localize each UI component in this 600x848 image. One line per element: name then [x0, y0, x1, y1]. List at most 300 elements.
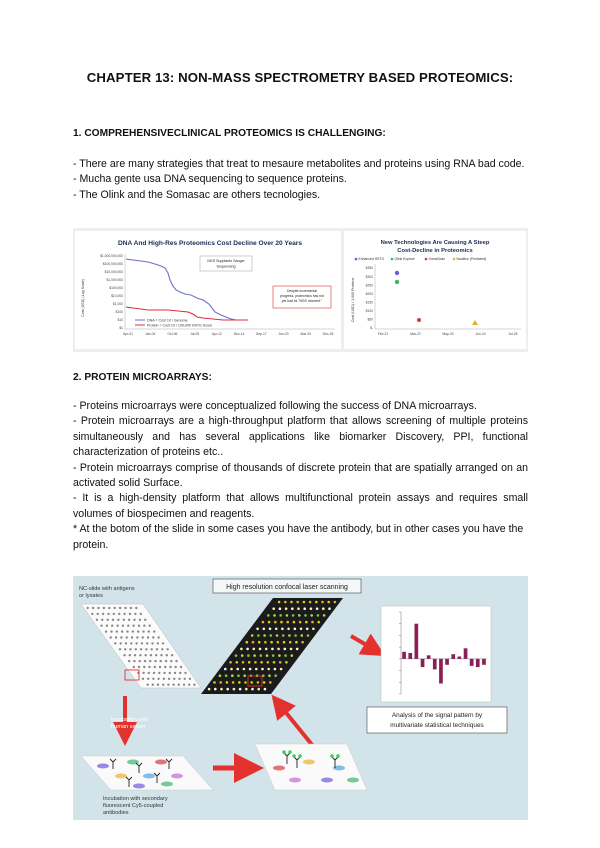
scan-spot — [295, 641, 298, 644]
scan-spot — [271, 648, 274, 651]
scan-spot — [248, 661, 251, 664]
analysis-bar — [427, 655, 431, 659]
scan-spot — [263, 634, 266, 637]
scan-spot — [304, 614, 307, 617]
scan-spot — [280, 621, 283, 624]
slide-spot — [147, 636, 149, 638]
scan-spot — [301, 634, 304, 637]
slide-spot — [183, 684, 185, 686]
right-ytick-label: $250 — [365, 283, 373, 288]
scan-spot — [219, 674, 222, 677]
scan-spot — [273, 614, 276, 617]
left-xtick-label: Dec-14 — [233, 332, 245, 336]
scan-spot — [268, 621, 271, 624]
scan-spot — [306, 628, 309, 631]
scan-spot — [293, 621, 296, 624]
slide-spot — [144, 619, 146, 621]
slide-spot — [134, 654, 136, 656]
slide-spot — [159, 666, 161, 668]
scan-spot — [312, 628, 315, 631]
slide-spot — [128, 660, 130, 662]
slide-spot — [127, 625, 129, 627]
slide-spot — [150, 654, 152, 656]
slide-spot — [106, 625, 108, 627]
slide-spot — [129, 648, 131, 650]
right-legend-label: Nautilus (Predicted) — [456, 257, 487, 262]
scan-spot — [226, 681, 229, 684]
right-ytick-label: $50 — [367, 317, 373, 322]
slide-spot — [153, 672, 155, 674]
scan-spot — [208, 688, 211, 691]
slide-spot — [135, 648, 137, 650]
slide-spot — [116, 625, 118, 627]
slide-spot — [126, 636, 128, 638]
slide-spot — [107, 619, 109, 621]
legend-protein-label: Protein = Cost 10 / 100,000 HSTG Score — [147, 323, 213, 328]
nc-slide — [81, 604, 201, 688]
secondary-spot — [303, 760, 315, 765]
slide-spot — [131, 636, 133, 638]
left-ytick-label: $1 — [119, 326, 123, 331]
scan-spot — [253, 648, 256, 651]
scan-spot — [321, 601, 324, 604]
scan-spot — [238, 681, 241, 684]
slide-spot — [171, 654, 173, 656]
scan-spot — [270, 634, 273, 637]
slide-spot — [148, 672, 150, 674]
slide-spot — [114, 642, 116, 644]
scan-spot — [279, 614, 282, 617]
slide-spot — [143, 666, 145, 668]
legend-dna-label: DNA = Cost 10 / Genome — [147, 318, 188, 323]
scan-spot — [288, 634, 291, 637]
slide-spot — [136, 636, 138, 638]
scan-spot — [311, 621, 314, 624]
slide-spot — [117, 619, 119, 621]
scan-spot — [317, 614, 320, 617]
left-xtick-label: Oct-06 — [167, 332, 178, 336]
scan-spot — [303, 607, 306, 610]
slide-spot — [132, 630, 134, 632]
secondary-spot — [289, 778, 301, 783]
analysis-bar — [445, 659, 449, 665]
section-2-line: * At the botom of the slide in some cases you have the antibody, but in other cases you have the protein. — [73, 523, 524, 551]
slide-spot — [164, 666, 166, 668]
scan-spot — [268, 674, 271, 677]
scan-spot — [262, 621, 265, 624]
left-ytick-label: $100,000,000 — [102, 262, 123, 267]
slide-spot — [108, 607, 110, 609]
slide-spot — [112, 619, 114, 621]
scan-spot — [284, 601, 287, 604]
slide-spot — [152, 684, 154, 686]
scan-spot — [309, 601, 312, 604]
scan-spot — [284, 648, 287, 651]
scanned-slide — [201, 598, 343, 694]
slide-spot — [148, 666, 150, 668]
scan-spot — [274, 621, 277, 624]
incubation-slide — [81, 756, 213, 790]
slide-spot — [97, 607, 99, 609]
point-enhanced-hstg — [395, 271, 399, 275]
left-xtick-label: Apr-01 — [123, 332, 133, 336]
scan-spot — [274, 674, 277, 677]
scan-spot — [292, 614, 295, 617]
slide-spot — [163, 678, 165, 680]
slide-spot — [101, 619, 103, 621]
slide-spot — [124, 607, 126, 609]
right-chart-title-line2: Cost-Decline in Proteomics — [397, 248, 473, 254]
scan-spot — [236, 661, 239, 664]
scan-spot — [246, 648, 249, 651]
scan-spot — [257, 688, 260, 691]
scan-spot — [257, 681, 260, 684]
scan-spot — [299, 621, 302, 624]
slide-spot — [139, 619, 141, 621]
slide-spot — [142, 678, 144, 680]
left-ytick-label: $10,000,000 — [104, 270, 123, 275]
scan-spot — [290, 648, 293, 651]
slide-spot — [149, 660, 151, 662]
scan-spot — [233, 688, 236, 691]
slide-spot — [119, 648, 121, 650]
slide-spot — [154, 666, 156, 668]
slide-spot — [169, 672, 171, 674]
label-nc-slide-1: NC-slide with antigens — [79, 586, 135, 592]
slide-spot — [121, 630, 123, 632]
slide-spot — [163, 672, 165, 674]
slide-spot — [135, 607, 137, 609]
slide-spot — [139, 660, 141, 662]
secondary-spot — [321, 778, 333, 783]
slide-spot — [128, 619, 130, 621]
slide-spot — [175, 660, 177, 662]
slide-spot — [166, 648, 168, 650]
scan-spot — [243, 674, 246, 677]
scan-spot — [283, 641, 286, 644]
scan-spot — [275, 628, 278, 631]
scan-spot — [296, 648, 299, 651]
scan-spot — [286, 621, 289, 624]
scan-spot — [229, 661, 232, 664]
incubation-spot — [97, 764, 109, 769]
scan-spot — [257, 634, 260, 637]
scan-spot — [246, 641, 249, 644]
slide-spot — [149, 625, 151, 627]
slide-spot — [139, 654, 141, 656]
slide-spot — [142, 672, 144, 674]
slide-spot — [151, 648, 153, 650]
scan-spot — [307, 634, 310, 637]
slide-spot — [143, 625, 145, 627]
scan-spot — [273, 661, 276, 664]
slide-spot — [140, 613, 142, 615]
scan-spot — [294, 634, 297, 637]
section-1-body — [73, 157, 533, 203]
analysis-bar — [415, 624, 419, 659]
scan-spot — [305, 621, 308, 624]
annotation-proteomics-line1: Despite incremental — [287, 289, 317, 293]
scan-spot — [236, 668, 239, 671]
figure-microarray-workflow — [73, 576, 528, 820]
scan-spot — [260, 654, 263, 657]
figure-cost-charts — [73, 228, 528, 352]
right-ytick-label: $200 — [365, 291, 373, 296]
slide-spot — [147, 678, 149, 680]
slide-spot — [184, 678, 186, 680]
analysis-bar — [451, 654, 455, 659]
scan-spot — [269, 628, 272, 631]
scan-spot — [226, 688, 229, 691]
slide-spot — [193, 684, 195, 686]
slide-spot — [124, 648, 126, 650]
scan-spot — [259, 648, 262, 651]
incubation-spot — [155, 760, 167, 765]
scan-spot — [255, 668, 258, 671]
right-ytick-label: $350 — [365, 266, 373, 271]
scan-spot — [272, 607, 275, 610]
left-chart-title: DNA And High-Res Proteomics Cost Decline Over 20 Years — [117, 240, 303, 247]
left-xtick-label: Mar-23 — [300, 332, 312, 336]
scan-spot — [272, 654, 275, 657]
scan-spot — [242, 661, 245, 664]
slide-spot — [110, 636, 112, 638]
scan-spot — [297, 607, 300, 610]
section-2-heading: 2. PROTEIN MICROARRAYS: — [73, 372, 212, 383]
scan-spot — [278, 601, 281, 604]
scan-spot — [317, 621, 320, 624]
scan-spot — [310, 614, 313, 617]
right-xtick-label: May-23 — [442, 332, 454, 336]
scan-spot — [263, 681, 266, 684]
left-xtick-label: Sep-17 — [256, 332, 267, 336]
slide-spot — [180, 666, 182, 668]
secondary-spot — [273, 766, 285, 771]
slide-spot — [169, 666, 171, 668]
slide-spot — [146, 684, 148, 686]
slide-spot — [168, 678, 170, 680]
slide-spot — [133, 666, 135, 668]
scan-spot — [256, 628, 259, 631]
scan-spot — [286, 614, 289, 617]
scan-spot — [265, 648, 268, 651]
analysis-chart-panel — [381, 606, 491, 702]
scan-spot — [298, 614, 301, 617]
slide-spot — [157, 684, 159, 686]
slide-spot — [167, 684, 169, 686]
right-legend-label: Olink Explore — [394, 257, 415, 262]
right-legend-label: SomaScan — [428, 257, 446, 262]
scan-spot — [231, 674, 234, 677]
slide-spot — [178, 684, 180, 686]
scan-spot — [310, 607, 313, 610]
analysis-bar — [464, 648, 468, 659]
scan-spot — [213, 681, 216, 684]
slide-spot — [152, 636, 154, 638]
scan-spot — [279, 607, 282, 610]
slide-spot — [125, 642, 127, 644]
incubation-spot — [115, 774, 127, 779]
scan-spot — [232, 681, 235, 684]
scan-spot — [250, 681, 253, 684]
slide-spot — [184, 672, 186, 674]
scan-spot — [285, 607, 288, 610]
section-1-line: - There are many strategies that treat to mesaure metabolites and proteins using RNA bad code. — [73, 158, 525, 170]
slide-spot — [126, 630, 128, 632]
section-2-body — [73, 399, 528, 553]
scan-spot — [267, 668, 270, 671]
scan-spot — [291, 607, 294, 610]
slide-spot — [123, 619, 125, 621]
scan-spot — [316, 607, 319, 610]
slide-spot — [100, 625, 102, 627]
right-legend-swatch — [391, 258, 394, 261]
scan-spot — [291, 654, 294, 657]
slide-spot — [172, 684, 174, 686]
scan-spot — [315, 601, 318, 604]
section-1-line: - The Olink and the Somasac are others tecnologies. — [73, 188, 321, 201]
scan-spot — [281, 628, 284, 631]
scan-spot — [276, 634, 279, 637]
scan-spot — [269, 681, 272, 684]
scan-spot — [323, 614, 326, 617]
label-analysis-1: Analysis of the signal pattern by — [391, 712, 483, 719]
scan-spot — [267, 614, 270, 617]
slide-spot — [135, 642, 137, 644]
scan-spot — [240, 648, 243, 651]
scan-spot — [244, 681, 247, 684]
slide-spot — [133, 660, 135, 662]
label-incubation-secondary-2: fluorescent Cy5-coupled — [103, 803, 164, 809]
scan-spot — [287, 628, 290, 631]
analysis-bar — [482, 659, 486, 665]
right-chart-ylabel: Cost (USD) / 1,000 Proteins — [351, 277, 355, 323]
slide-spot — [173, 678, 175, 680]
scan-spot — [334, 601, 337, 604]
section-2-line: - Proteins microarrays were conceptualized following the success of DNA microarrays. — [73, 400, 477, 412]
scan-spot — [258, 641, 261, 644]
scan-spot — [251, 634, 254, 637]
slide-spot — [145, 654, 147, 656]
slide-spot — [157, 642, 159, 644]
slide-spot — [107, 613, 109, 615]
slide-spot — [137, 630, 139, 632]
left-xtick-label: Jun-20 — [278, 332, 289, 336]
right-legend-swatch — [453, 258, 456, 261]
left-chart-ylabel: Cost (USD) (Log Scale) — [81, 279, 85, 317]
scan-spot — [243, 668, 246, 671]
scan-spot — [241, 654, 244, 657]
analysis-bar — [402, 652, 406, 659]
right-xtick-label: Feb-21 — [377, 332, 389, 336]
slide-spot — [116, 630, 118, 632]
scan-spot — [264, 641, 267, 644]
slide-spot — [148, 630, 150, 632]
left-xtick-label: Apr-12 — [211, 332, 222, 336]
slide-spot — [138, 625, 140, 627]
scan-spot — [254, 661, 257, 664]
right-legend-label: Enhanced HSTG — [358, 257, 385, 262]
scan-spot — [280, 668, 283, 671]
scan-spot — [303, 601, 306, 604]
scan-spot — [214, 688, 217, 691]
right-ytick-label: $300 — [365, 274, 373, 279]
left-ytick-label: $100 — [115, 310, 123, 315]
annotation-ngs-line2: Sequencing — [216, 264, 236, 269]
slide-spot — [120, 642, 122, 644]
scan-spot — [247, 654, 250, 657]
label-nc-slide-2: or lysates — [79, 593, 103, 599]
scan-spot — [225, 674, 228, 677]
slide-spot — [157, 636, 159, 638]
slide-spot — [102, 613, 104, 615]
left-ytick-label: $1,000,000,000 — [100, 254, 123, 259]
label-incubation-secondary-1: Incubation with secondary — [103, 796, 168, 802]
scan-spot — [251, 688, 254, 691]
secondary-slide — [255, 744, 367, 790]
slide-spot — [152, 678, 154, 680]
scan-spot — [294, 628, 297, 631]
scan-spot — [224, 668, 227, 671]
label-incubation-serum-1: Incubation with — [111, 717, 149, 723]
scan-spot — [253, 654, 256, 657]
label-analysis-box — [367, 707, 507, 733]
slide-spot — [118, 613, 120, 615]
scan-spot — [290, 601, 293, 604]
scan-spot — [264, 688, 267, 691]
section-2-line: - It is a high-density platform that allows multifunctional protein assays and requires small volumes of biospecimen and reagents. — [73, 492, 528, 520]
slide-spot — [120, 636, 122, 638]
label-analysis-2: multivariate statistical techniques — [390, 722, 484, 729]
right-chart-title-line1: New Technologies Are Causing A Steep — [380, 240, 490, 246]
incubation-spot — [133, 784, 145, 789]
section-1-line: - Mucha gente usa DNA sequencing to sequence proteins. — [73, 173, 347, 186]
left-xtick-label: Jul-09 — [190, 332, 200, 336]
slide-spot — [175, 666, 177, 668]
section-2-line: - Protein microarrays comprise of thousands of discrete protein that are spatially arranged on an activated solid Surface. — [73, 461, 528, 490]
scan-spot — [266, 654, 269, 657]
scan-spot — [277, 648, 280, 651]
scan-spot — [245, 688, 248, 691]
slide-spot — [115, 636, 117, 638]
slide-spot — [129, 654, 131, 656]
slide-spot — [188, 684, 190, 686]
left-ytick-label: $1,000 — [112, 302, 123, 307]
slide-spot — [161, 648, 163, 650]
incubation-spot — [143, 774, 155, 779]
incubation-spot — [171, 774, 183, 779]
slide-spot — [96, 619, 98, 621]
left-xtick-label: Jan-04 — [145, 332, 156, 336]
slide-spot — [174, 672, 176, 674]
slide-spot — [123, 613, 125, 615]
scan-spot — [235, 654, 238, 657]
scan-spot — [289, 641, 292, 644]
scan-spot — [279, 661, 282, 664]
scan-spot — [263, 628, 266, 631]
slide-spot — [140, 648, 142, 650]
scan-spot — [296, 601, 299, 604]
annotation-proteomics-line2: progress, proteomics has not — [280, 294, 324, 298]
slide-spot — [111, 625, 113, 627]
slide-spot — [92, 607, 94, 609]
scan-spot — [267, 661, 270, 664]
slide-spot — [130, 607, 132, 609]
slide-spot — [113, 613, 115, 615]
slide-spot — [155, 654, 157, 656]
scan-spot — [277, 641, 280, 644]
label-incubation-serum-2: human serum — [111, 724, 146, 730]
